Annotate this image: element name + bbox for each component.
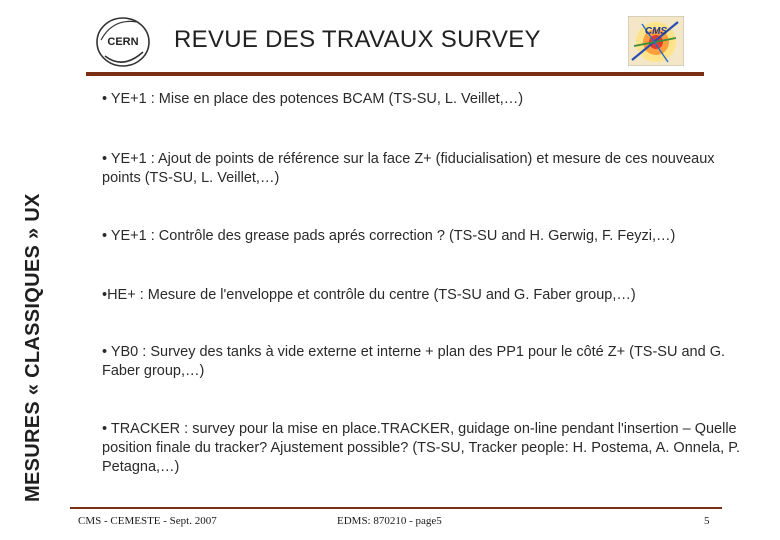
bullet-item: • YE+1 : Mise en place des potences BCAM (TS-SU, L. Veillet,…) [102,91,524,107]
cms-logo-text: CMS [644,26,668,37]
cern-logo [93,12,153,72]
title-divider [86,72,704,76]
bullet-item: • YE+1 : Contrôle des grease pads aprés correction ? (TS-SU and H. Gerwig, F. Feyzi,…) [102,228,676,244]
footer-center: EDMS: 870210 - page5 [337,515,442,527]
bullet-item: • YB0 : Survey des tanks à vide externe et interne + plan des PP1 pour le côté Z+ (TS-SU and G. Faber group,…) [102,344,726,379]
page-title: REVUE DES TRAVAUX SURVEY [174,26,541,53]
cms-logo [628,16,684,66]
side-title: MESURES « CLASSIQUES » UX [22,193,44,502]
footer-left: CMS - CEMESTE - Sept. 2007 [78,515,217,527]
bullet-item: • TRACKER : survey pour la mise en place.TRACKER, guidage on-line pendant l'insertion – Quelle position finale du tracker? Ajustement possible? (TS-SU, Tracker people: H. Postema, A. Onnela, P. Petagna,…) [102,421,741,475]
bullet-item: • YE+1 : Ajout de points de référence sur la face Z+ (fiducialisation) et mesure de ces nouveaux points (TS-SU, L. Veillet,…) [102,151,715,186]
page-number: 5 [704,515,710,527]
bullet-item: •HE+ : Mesure de l'enveloppe et contrôle du centre (TS-SU and G. Faber group,…) [102,287,636,303]
footer-divider [70,507,722,509]
cern-logo-text: CERN [107,36,139,48]
